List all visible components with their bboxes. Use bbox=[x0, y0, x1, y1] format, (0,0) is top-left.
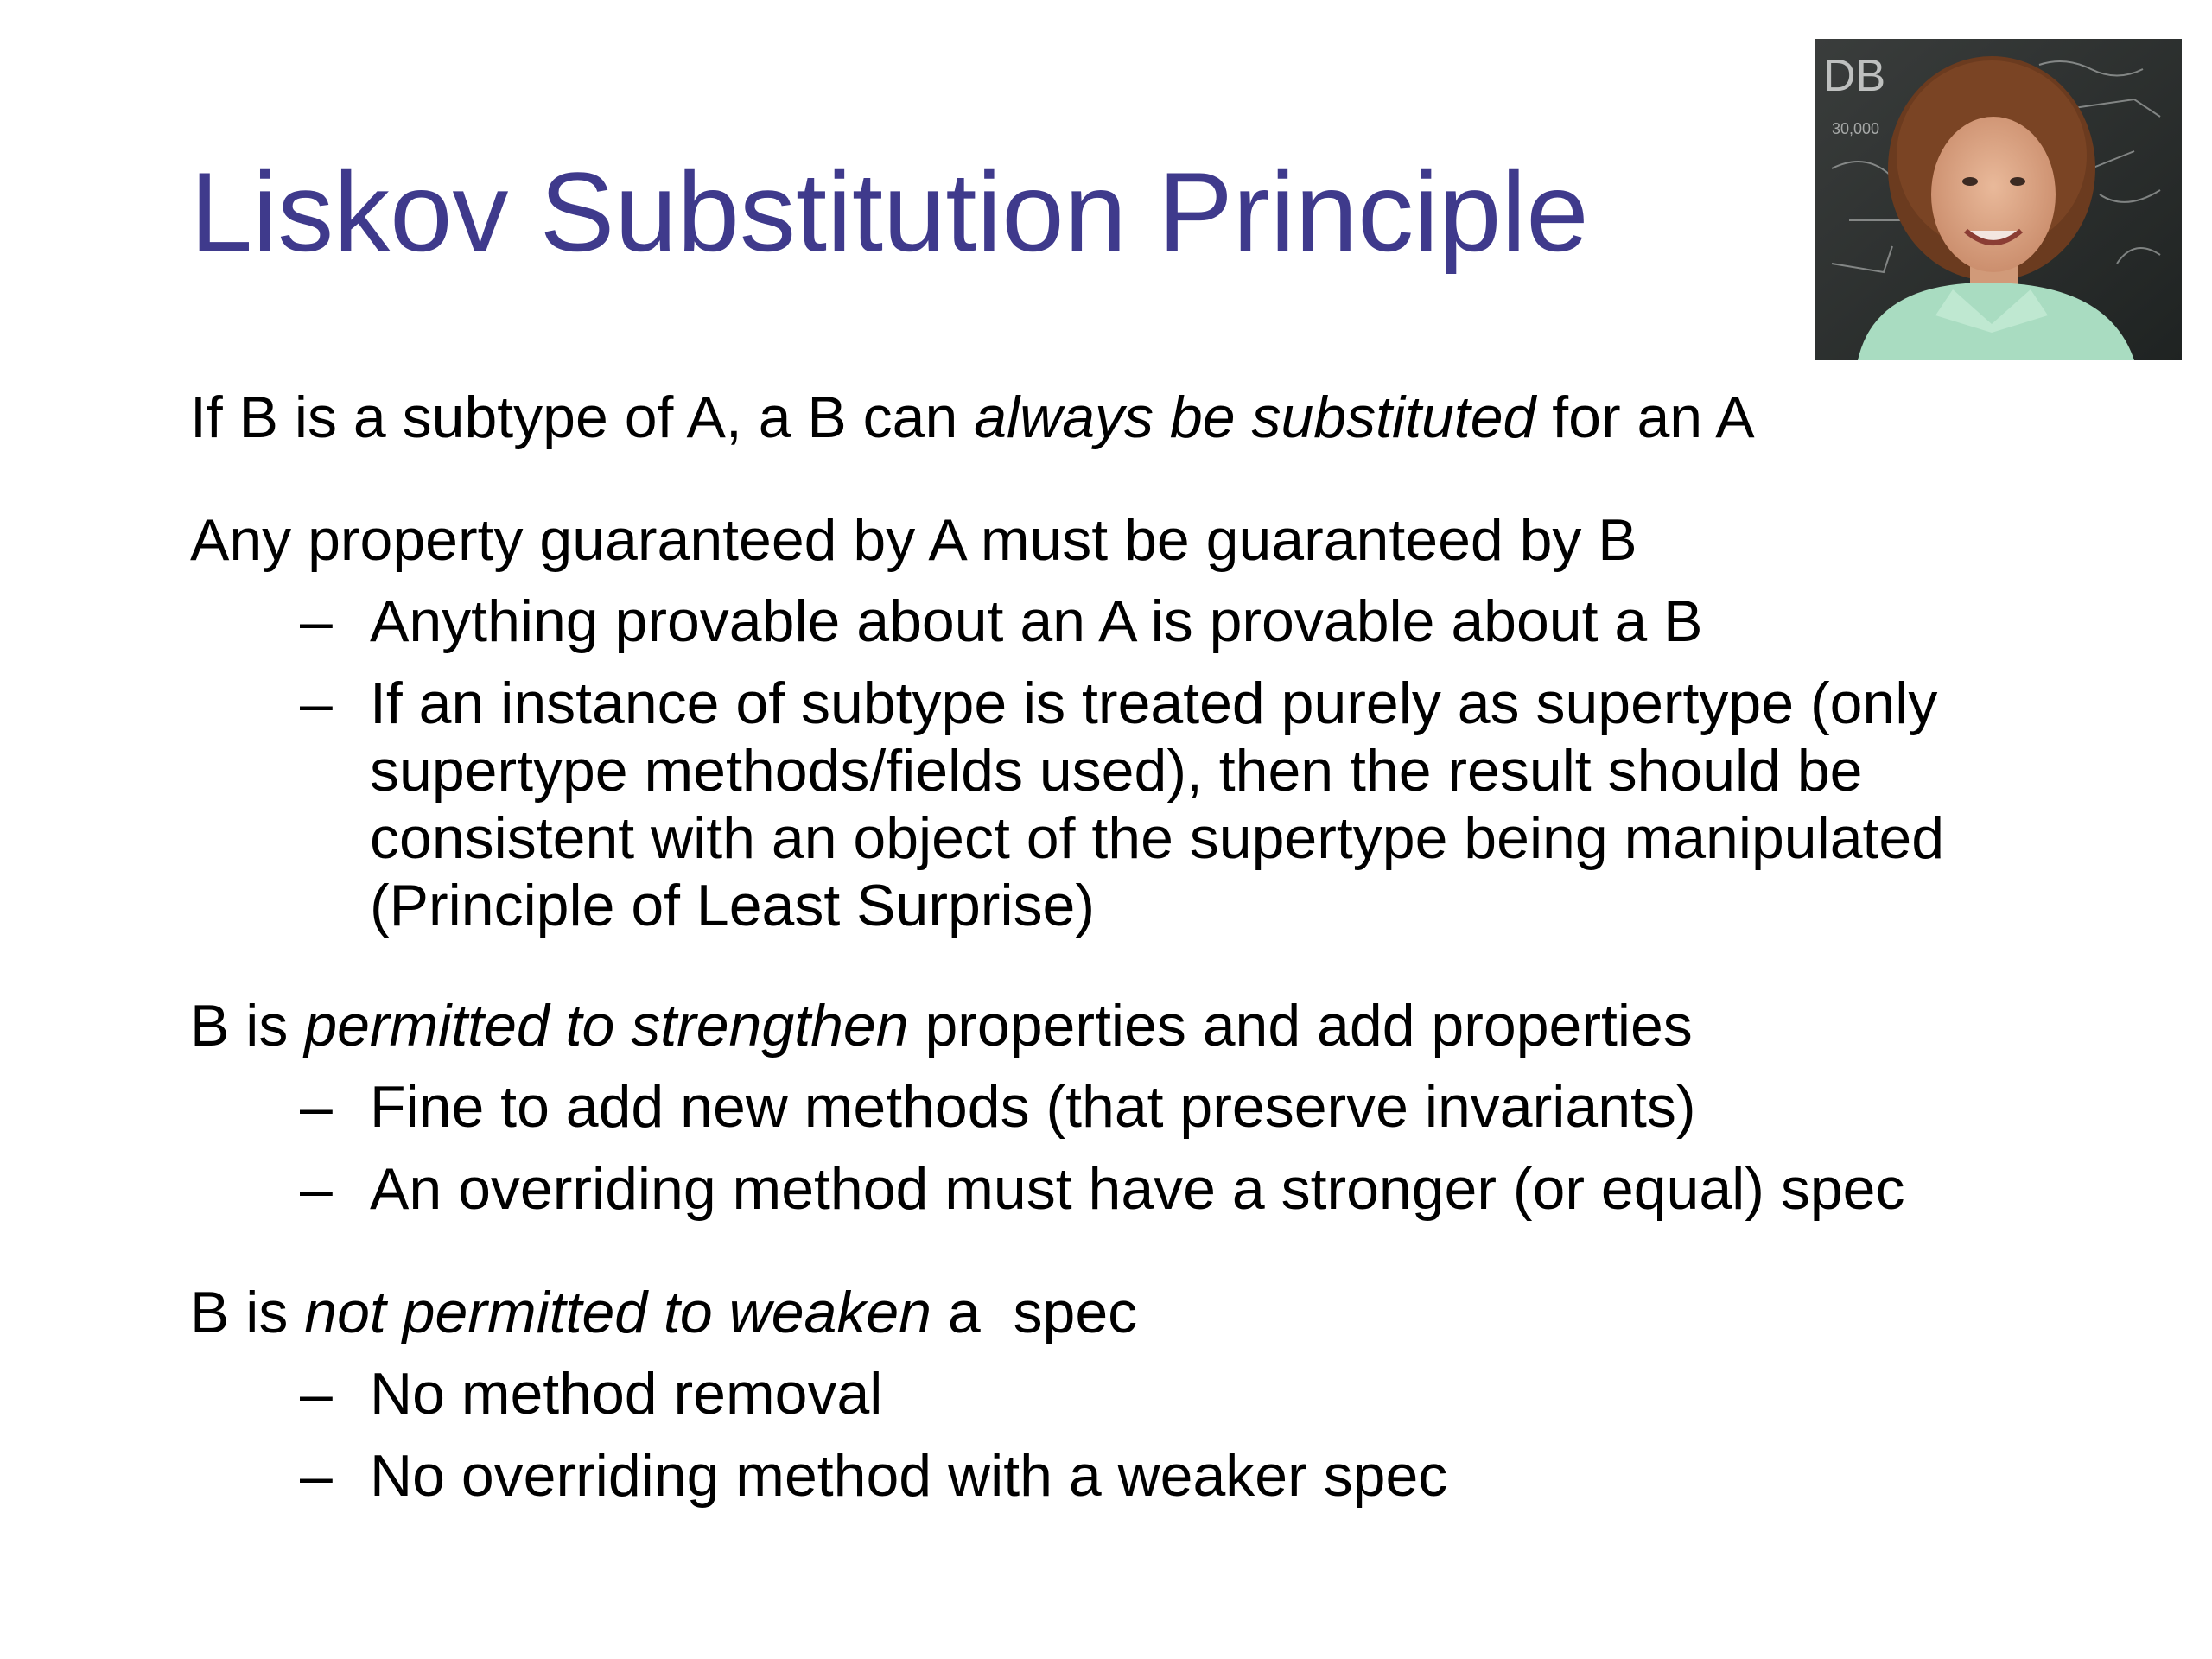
statement-substitution-post: for an A bbox=[1535, 385, 1755, 450]
portrait-photo bbox=[1815, 39, 2182, 360]
statement-weaken-post: a spec bbox=[931, 1280, 1138, 1345]
sub-bullet-no-weaker-spec: No overriding method with a weaker spec bbox=[370, 1443, 1448, 1509]
slide-title: Liskov Substitution Principle bbox=[190, 149, 1589, 275]
bullet-dash: – bbox=[300, 1443, 333, 1509]
statement-weaken-emphasis: not permitted to weaken bbox=[304, 1280, 932, 1345]
bullet-dash: – bbox=[300, 1361, 333, 1427]
statement-strengthen-emphasis: permitted to strengthen bbox=[304, 993, 909, 1058]
sub-bullet-least-surprise-line-4: (Principle of Least Surprise) bbox=[370, 873, 1096, 938]
bullet-dash: – bbox=[300, 588, 333, 654]
sub-bullet-stronger-spec: An overriding method must have a stronger (or equal) spec bbox=[370, 1156, 1905, 1222]
chalkboard-number: 30,000 bbox=[1832, 120, 1880, 137]
sub-bullet-no-removal: No method removal bbox=[370, 1361, 883, 1427]
statement-substitution bbox=[190, 384, 1755, 451]
bullet-dash: – bbox=[300, 1156, 333, 1222]
sub-bullet-least-surprise-line-2: supertype methods/fields used), then the result should be bbox=[370, 738, 1863, 804]
sub-bullet-new-methods: Fine to add new methods (that preserve invariants) bbox=[370, 1074, 1696, 1140]
statement-weaken-pre: B is bbox=[190, 1280, 305, 1345]
chalkboard-label: DB bbox=[1823, 51, 1886, 101]
bullet-dash: – bbox=[300, 1074, 333, 1140]
statement-substitution-emphasis: always be substituted bbox=[974, 385, 1536, 450]
statement-substitution-pre: If B is a subtype of A, a B can bbox=[190, 385, 975, 450]
statement-property-guarantee: Any property guaranteed by A must be guaranteed by B bbox=[190, 507, 1637, 573]
sub-bullet-provable: Anything provable about an A is provable about a B bbox=[370, 588, 1703, 654]
statement-strengthen-post: properties and add properties bbox=[908, 993, 1693, 1058]
sub-bullet-least-surprise-line-1: If an instance of subtype is treated purely as supertype (only bbox=[370, 671, 1938, 736]
statement-strengthen-pre: B is bbox=[190, 993, 305, 1058]
sub-bullet-least-surprise-line-3: consistent with an object of the supertype being manipulated bbox=[370, 805, 1945, 871]
statement-strengthen bbox=[190, 992, 1693, 1059]
bullet-dash: – bbox=[300, 671, 333, 736]
statement-weaken bbox=[190, 1279, 1137, 1346]
